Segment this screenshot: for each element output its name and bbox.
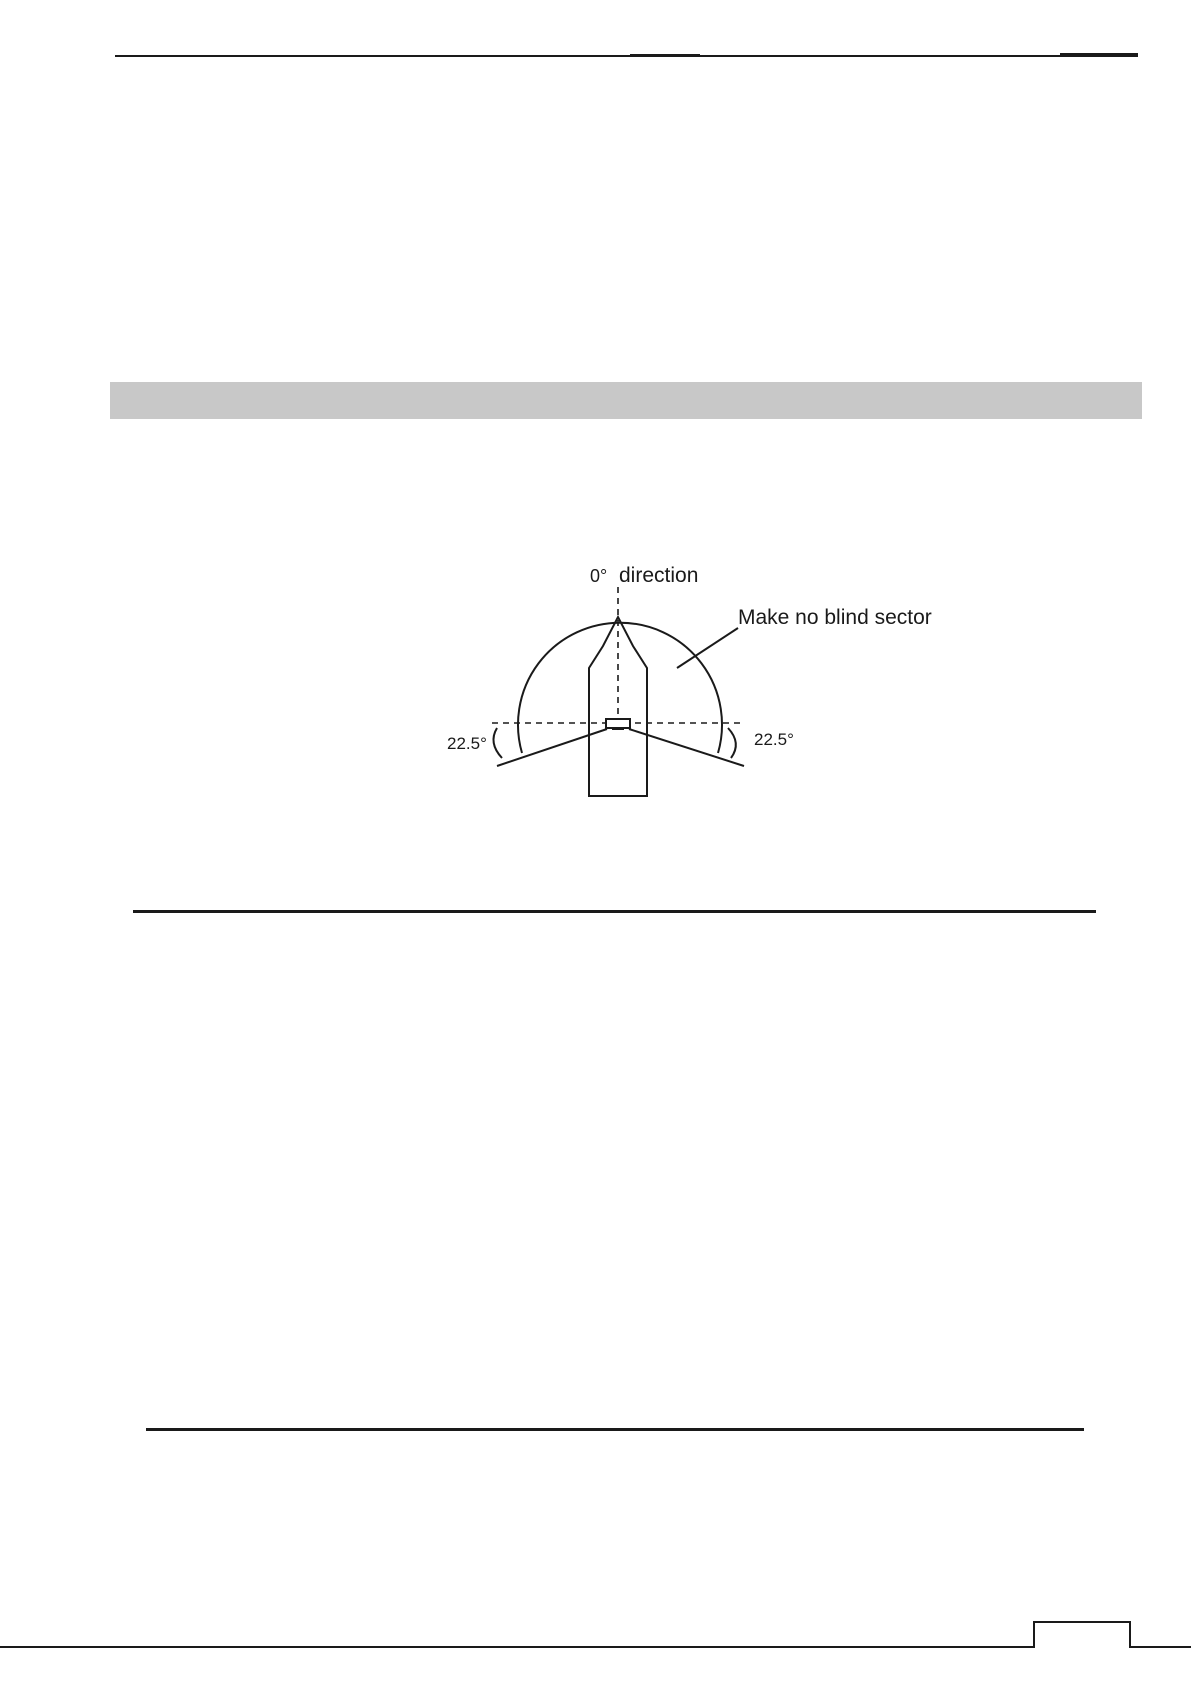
right-angle-label: 22.5° bbox=[754, 730, 794, 749]
direction-degree-label: 0° bbox=[590, 566, 608, 586]
blind-sector-label: Make no blind sector bbox=[738, 606, 932, 629]
direction-text-label: direction bbox=[619, 564, 699, 587]
section-divider bbox=[133, 910, 1096, 913]
left-boundary-line bbox=[497, 729, 607, 766]
right-angle-arc bbox=[728, 728, 736, 758]
section-divider bbox=[146, 1428, 1084, 1431]
left-angle-label: 22.5° bbox=[447, 734, 487, 753]
scan-arc bbox=[518, 623, 722, 753]
antenna-unit bbox=[606, 719, 630, 728]
antenna-base bbox=[612, 727, 624, 730]
page-footer bbox=[0, 1620, 1191, 1684]
page-number-tab bbox=[0, 1622, 1191, 1647]
left-angle-arc bbox=[493, 728, 502, 758]
